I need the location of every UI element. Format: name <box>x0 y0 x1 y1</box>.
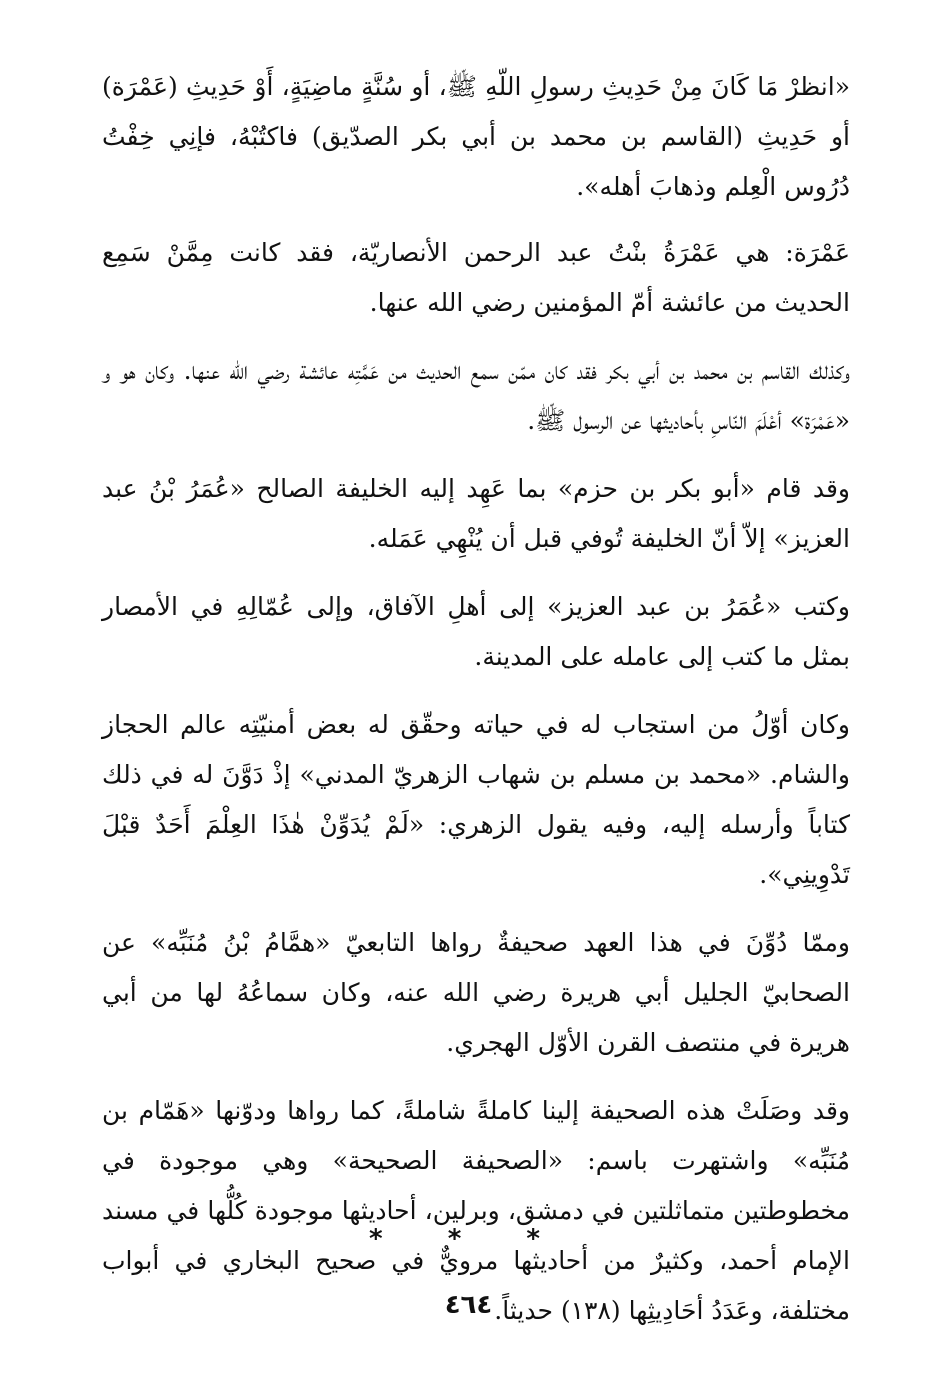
paragraph-umar-letter: وكتب «عُمَرُ بن عبد العزيز» إلى أهلِ الآفاق، وإلى عُمّالِهِ في الأمصار بمثل ما كتب إلى عامله على المدينة. <box>102 592 850 671</box>
paragraph-sahifa: وقد وصَلَتْ هذه الصحيفة إلينا كاملةً شاملةً، كما رواها ودوّنها «هَمّام بن مُنَبِّه» واشتهرت باسم: «الصحيفة الصحيحة» وهي موجودة في مخطوطتين متماثلتين في دمشق، وبرلين، أحاديثها موجودة كُلُّها في مسند الإمام أحمد، وكثيرٌ من أحاديثها مرويٌّ في صحيح البخاري في أبواب مختلفة، وعَدَدُ أحَادِيثِها (١٣٨) حديثاً. <box>102 1096 850 1325</box>
page-body <box>102 62 850 1354</box>
paragraph-amra: عَمْرَة: هي عَمْرَةُ بنْتُ عبد الرحمن الأنصاريّة، فقد كانت مِمَّنْ سَمِع الحديث من عائشة أمّ المؤمنين رضي الله عنها. <box>102 238 850 317</box>
paragraph-zuhri: وكان أوّلُ من استجاب له في حياته وحقّق له بعض أمنيّتِه عالم الحجاز والشام. «محمد بن مسلم بن شهاب الزهريّ المدني» إذْ دَوَّنَ له في ذلك كتاباً وأرسله إليه، وفيه يقول الزهري: «لَمْ يُدَوِّنْ هٰذَا العِلْمَ أَحَدٌ قبْلَ تَدْوِينِي». <box>102 710 850 889</box>
paragraph-hammam: وممّا دُوِّنَ في هذا العهد صحيفةٌ رواها التابعيّ «همَّامُ بْنُ مُنَبِّه» عن الصحابيّ الجليل أبي هريرة رضي الله عنه، وكان سماعُهُ لها من أبي هريرة في منتصف القرن الأوّل الهجري. <box>102 928 850 1057</box>
paragraph-abu-bakr: وقد قام «أبو بكر بن حزم» بما عَهِد إليه الخليفة الصالح «عُمَرُ بْنُ عبد العزيز» إلاّ أنّ الخليفة تُوفي قبل أن يُنْهِي عَمَله. <box>102 474 850 553</box>
paragraph-quote: «انظرْ مَا كَانَ مِنْ حَدِيثِ رسولِ اللّهِ ﷺ، أو سُنَّةٍ ماضِيَةٍ، أَوْ حَدِيثِ (عَمْرَة) أو حَدِيثِ (القاسم بن محمد بن أبي بكر الصدّيق) فاكتُبْهُ، فإنِي خِفْتُ دُرُوس الْعِلم وذهابَ أهله». <box>102 72 850 201</box>
paragraph-qasim: وكذلك القاسم بن محمد بن أبي بكر فقد كان ممّن سمع الحديث من عَمَّتِه عائشة رضي الله عنها. وكان هو و «عَمْرَة» أعْلَمَ النّاسِ بأحاديثها عن الرسول ﷺ. <box>102 356 850 435</box>
section-separator: * * * <box>369 1224 568 1254</box>
page-number: ٤٦٤ <box>444 1290 493 1320</box>
